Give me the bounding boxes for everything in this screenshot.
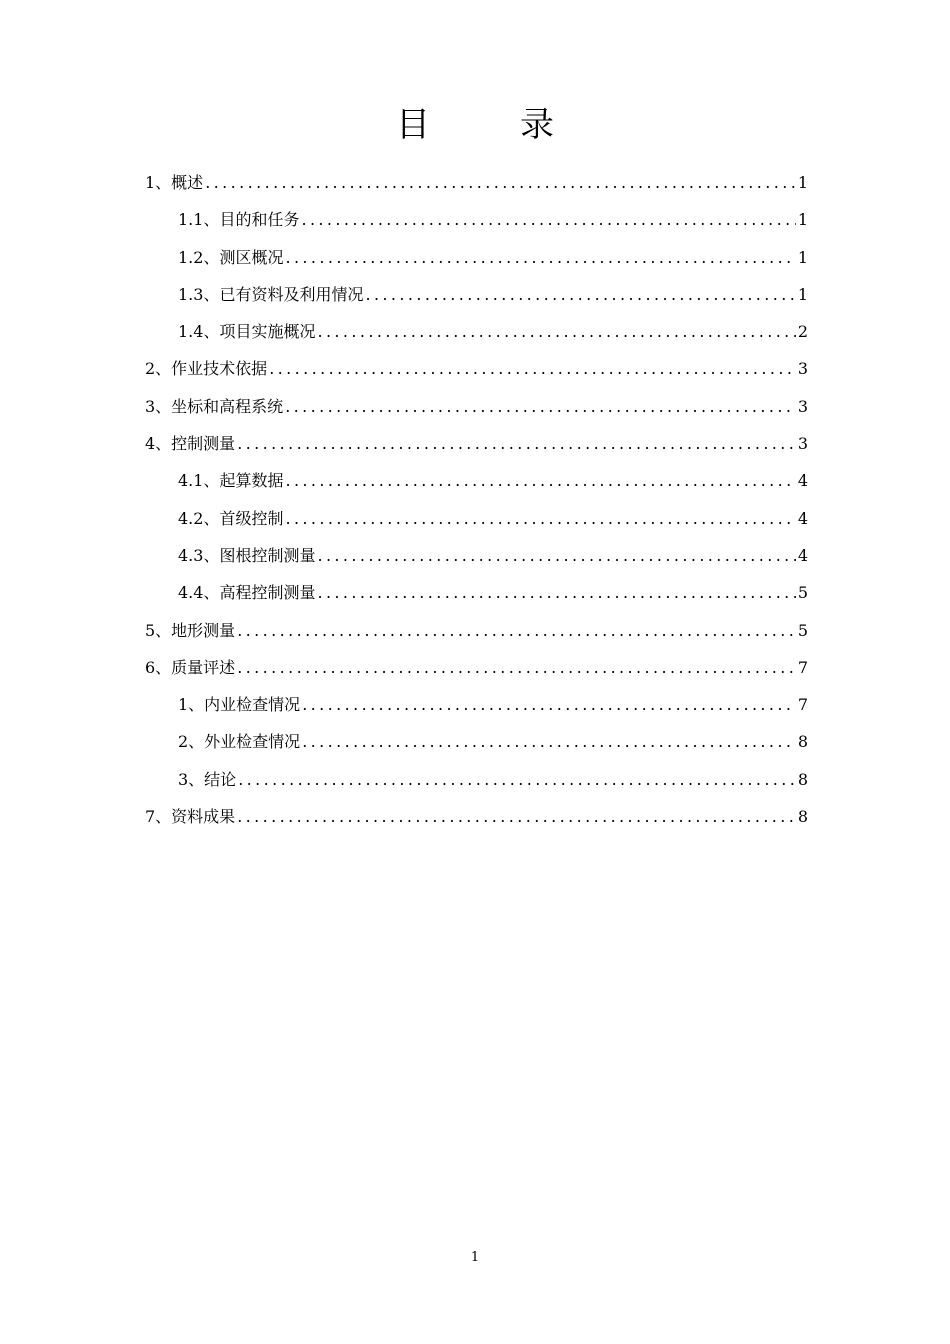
toc-entry-label: 4.2、首级控制 [178,508,284,528]
toc-entry-label: 1、内业检查情况 [178,695,301,715]
toc-entry[interactable] [145,462,808,499]
toc-entry-page-number: 1 [797,284,808,304]
toc-entry[interactable] [145,388,808,425]
toc-entry[interactable] [145,425,808,462]
toc-entry[interactable] [145,723,808,760]
toc-entry[interactable] [145,537,808,574]
toc-dot-leader [317,574,795,611]
toc-entry-page-number: 4 [797,471,808,491]
toc-entry-label: 4.1、起算数据 [178,471,284,491]
toc-dot-leader [237,612,796,649]
toc-entry[interactable] [145,649,808,686]
toc-dot-leader [285,462,795,499]
toc-dot-leader [302,723,796,760]
toc-entry[interactable] [145,313,808,350]
table-of-contents [145,164,808,835]
toc-entry[interactable] [145,239,808,276]
toc-dot-leader [301,201,795,238]
toc-entry[interactable] [145,761,808,798]
toc-entry[interactable] [145,798,808,835]
toc-entry-label: 4、控制测量 [145,434,236,454]
toc-entry-page-number: 1 [797,210,808,230]
toc-entry-label: 4.3、图根控制测量 [178,545,316,565]
page-title: 目 录 [396,105,582,145]
toc-entry-label: 1.4、项目实施概况 [178,322,316,342]
toc-dot-leader [237,425,796,462]
toc-dot-leader [285,500,795,537]
toc-entry-page-number: 7 [797,695,808,715]
toc-dot-leader [269,350,796,387]
toc-dot-leader [285,388,796,425]
toc-entry-page-number: 3 [797,396,808,416]
toc-entry[interactable] [145,201,808,238]
toc-entry[interactable] [145,164,808,201]
toc-dot-leader [317,537,795,574]
toc-entry-label: 2、作业技术依据 [145,359,268,379]
toc-entry-label: 1.1、目的和任务 [178,210,300,230]
toc-dot-leader [317,313,795,350]
toc-entry-page-number: 4 [797,508,808,528]
toc-dot-leader [285,239,795,276]
toc-entry-page-number: 3 [797,434,808,454]
toc-entry-label: 5、地形测量 [145,620,236,640]
toc-dot-leader [237,649,796,686]
toc-entry-label: 6、质量评述 [145,657,236,677]
toc-dot-leader [238,761,796,798]
page-number: 1 [470,1250,480,1265]
toc-entry-page-number: 1 [797,173,808,192]
toc-dot-leader [237,798,796,835]
toc-dot-leader [302,686,796,723]
toc-entry-label: 3、坐标和高程系统 [145,396,284,416]
toc-entry-page-number: 5 [797,620,808,640]
toc-entry-page-number: 3 [797,359,808,379]
toc-entry-label: 2、外业检查情况 [178,732,301,752]
toc-entry-label: 4.4、高程控制测量 [178,583,316,603]
toc-entry-label: 3、结论 [178,769,237,789]
toc-entry[interactable] [145,350,808,387]
toc-entry-label: 7、资料成果 [145,807,236,827]
toc-entry-page-number: 8 [797,732,808,752]
toc-entry[interactable] [145,686,808,723]
toc-entry-label: 1、概述 [145,173,204,192]
toc-dot-leader [205,164,796,201]
toc-entry-page-number: 8 [797,769,808,789]
toc-entry-page-number: 8 [797,807,808,827]
toc-entry-page-number: 5 [797,583,808,603]
toc-dot-leader [365,276,795,313]
toc-entry-page-number: 4 [797,545,808,565]
toc-entry[interactable] [145,276,808,313]
toc-entry-page-number: 1 [797,247,808,267]
toc-entry-label: 1.3、已有资料及利用情况 [178,284,364,304]
toc-entry-page-number: 2 [797,322,808,342]
toc-entry-page-number: 7 [797,657,808,677]
toc-entry[interactable] [145,574,808,611]
toc-entry[interactable] [145,612,808,649]
toc-entry-label: 1.2、测区概况 [178,247,284,267]
toc-entry[interactable] [145,500,808,537]
